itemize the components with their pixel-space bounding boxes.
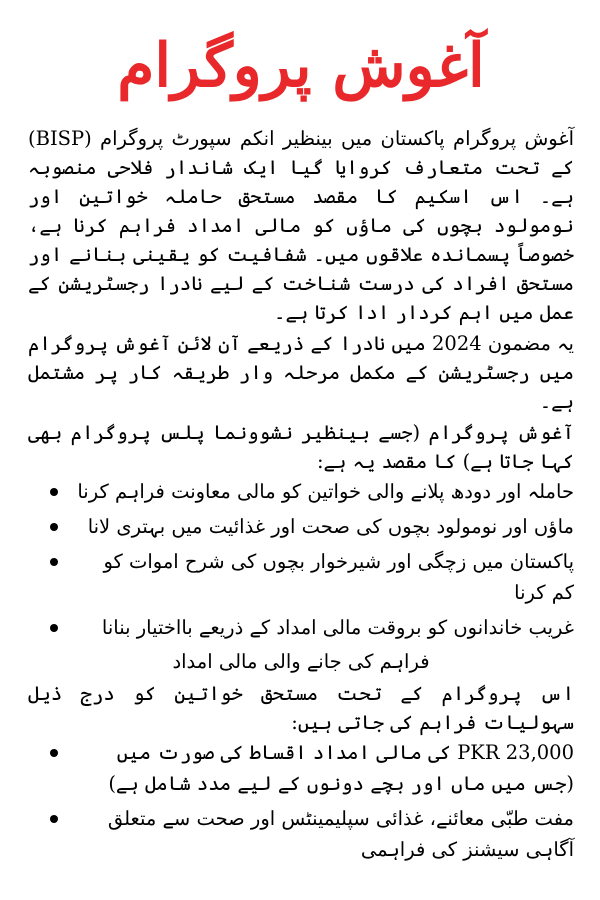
list-item (28, 546, 574, 608)
list-item-text: مفت طبّی معائنے، غذائی سپلیمینٹس اور صحت سے متعلق آگاہی سیشنز کی فراہمی (107, 807, 574, 861)
list-item (28, 476, 574, 507)
list-item (28, 737, 574, 799)
bullet-icon (50, 523, 58, 531)
list-item-text: ماؤں اور نومولود بچوں کی صحت اور غذائیت میں بہتری لانا (87, 515, 574, 538)
objectives-list (28, 476, 574, 643)
list-item (28, 803, 574, 865)
list-item (28, 612, 574, 643)
page-title: آغوش پروگرام (117, 31, 485, 101)
list-item-text: حاملہ اور دودھ پلانے والی خواتین کو مالی معاونت فراہم کرنا (77, 480, 574, 503)
bullet-icon (50, 815, 58, 823)
bullet-icon (50, 749, 58, 757)
list-item-text: PKR 23,000 کی مالی امداد اقساط کی صورت میں (جس میں ماں اور بچے دونوں کے لیے مدد شامل ہے) (108, 741, 574, 795)
article-scope-paragraph: یہ مضمون 2024 میں نادرا کے ذریعے آن لائن آغوش پروگرام میں رجسٹریشن کے مکمل مرحلہ وار طریقہ کار پر مشتمل ہے۔ (28, 332, 574, 413)
intro-paragraph: آغوش پروگرام پاکستان میں بینظیر انکم سپورٹ پروگرام (BISP) کے تحت متعارف کروایا گیا ایک شاندار فلاحی منصوبہ ہے۔ اس اسکیم کا مقصد مستحق حاملہ خواتین اور نومولود بچوں کی ماؤں کو مالی امداد فراہم کرنا ہے، خصوصاً پسماندہ علاقوں میں۔ شفافیت کو یقینی بنانے اور مستحق افراد کی درست شناخت کے لیے نادرا رجسٹریشن کے عمل میں اہم کردار ادا کرتا ہے۔ (28, 127, 574, 324)
bullet-icon (50, 488, 58, 496)
list-item-text: غریب خاندانوں کو بروقت مالی امداد کے ذریعے بااختیار بنانا (101, 616, 574, 639)
objectives-intro: آغوش پروگرام (جسے بینظیر نشوونما پلس پروگرام بھی کہا جاتا ہے) کا مقصد یہ ہے: (28, 421, 574, 473)
bullet-icon (50, 624, 58, 632)
bullet-icon (50, 558, 58, 566)
list-item-text: پاکستان میں زچگی اور شیرخوار بچوں کی شرح اموات کو کم کرنا (103, 550, 574, 604)
facilities-intro: اس پروگرام کے تحت مستحق خواتین کو درج ذیل سہولیات فراہم کی جاتی ہیں: (28, 682, 574, 734)
list-item (28, 511, 574, 542)
section-heading: فراہم کی جانے والی مالی امداد (172, 650, 430, 673)
facilities-list (28, 737, 574, 865)
